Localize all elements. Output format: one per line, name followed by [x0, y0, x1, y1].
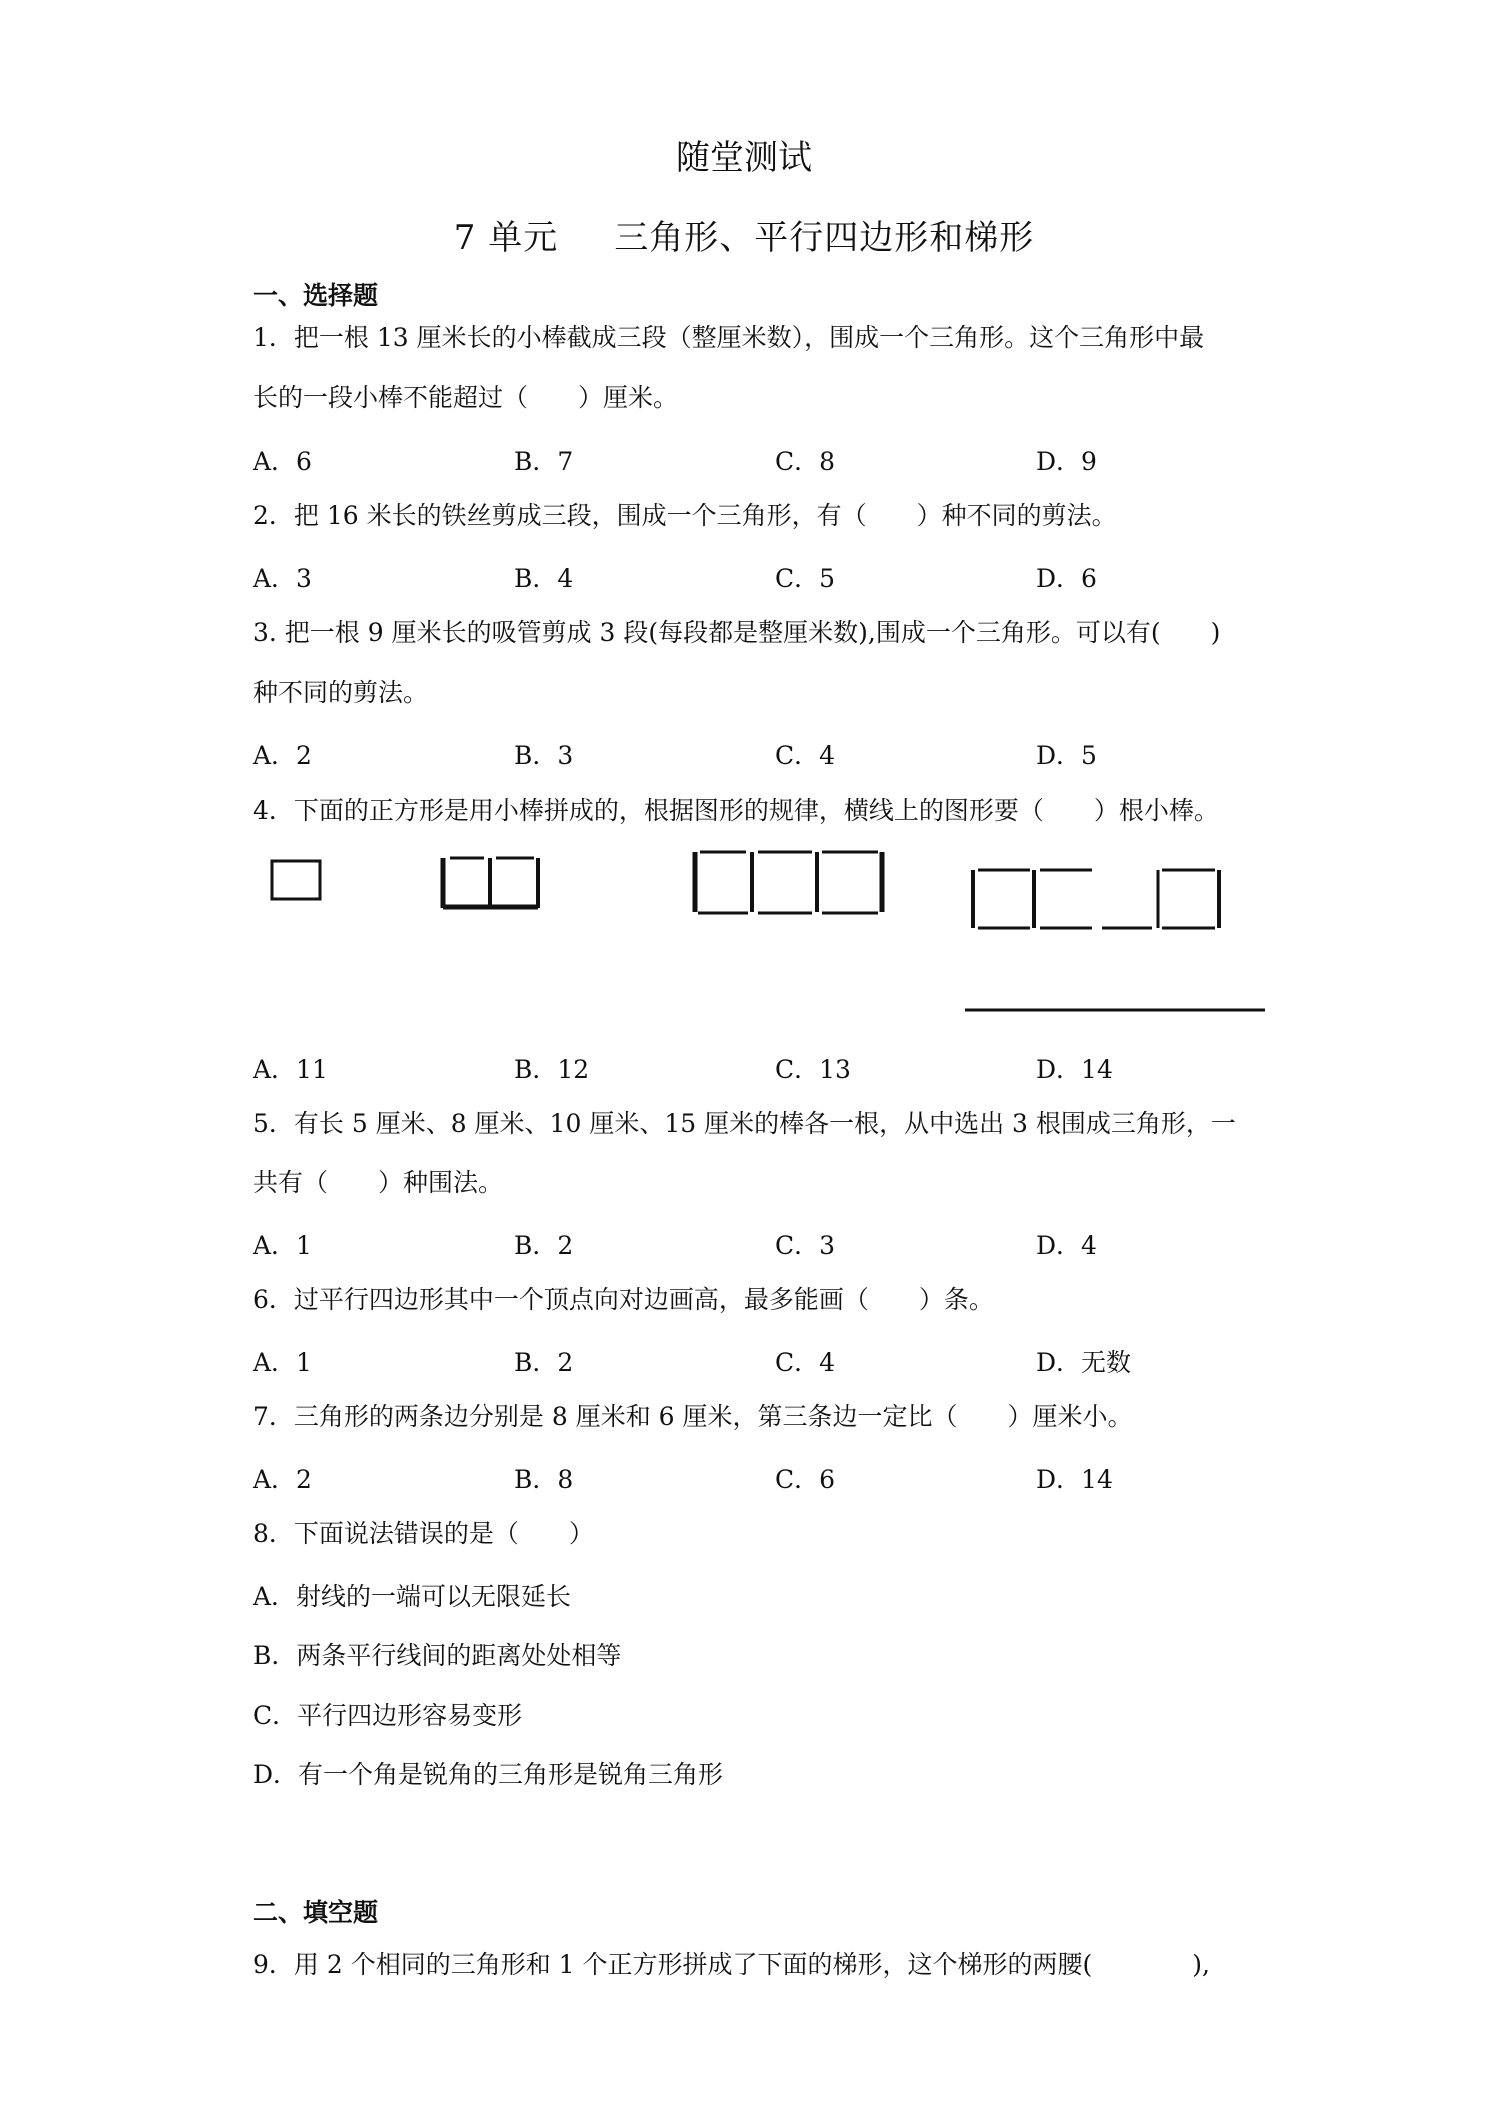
matchstick-squares-figure: [0, 840, 1488, 1020]
question-1-line-1: 1．把一根 13 厘米长的小棒截成三段（整厘米数），围成一个三角形。这个三角形中最: [253, 323, 1205, 352]
q7-option-d[interactable]: D．14: [1036, 1465, 1113, 1494]
question-3-line-1: 3. 把一根 9 厘米长的吸管剪成 3 段(每段都是整厘米数),围成一个三角形。可以有( ): [253, 618, 1221, 647]
unit-number: 7 单元: [453, 218, 559, 258]
q8-option-c[interactable]: C．平行四边形容易变形: [253, 1701, 523, 1730]
unit-heading: [0, 210, 1488, 259]
question-6-line-1: 6．过平行四边形其中一个顶点向对边画高，最多能画（ ）条。: [253, 1285, 994, 1314]
q6-option-c[interactable]: C．4: [775, 1348, 836, 1377]
q5-option-a[interactable]: A．1: [253, 1231, 312, 1260]
page-title: 随堂测试: [676, 138, 812, 178]
q1-option-d[interactable]: D．9: [1036, 447, 1097, 476]
q7-option-a[interactable]: A．2: [253, 1465, 312, 1494]
q4-option-c[interactable]: C．13: [775, 1055, 851, 1084]
q6-option-d[interactable]: D．无数: [1036, 1348, 1132, 1377]
question-8-line-1: 8．下面说法错误的是（ ）: [253, 1519, 594, 1548]
matchstick-group-3: [695, 852, 882, 913]
q5-option-c[interactable]: C．3: [775, 1231, 836, 1260]
q5-option-b[interactable]: B．2: [514, 1231, 574, 1260]
matchstick-group-4: [973, 870, 1219, 928]
question-4-line-1: 4．下面的正方形是用小棒拼成的，根据图形的规律，横线上的图形要（ ）根小棒。: [253, 796, 1219, 825]
question-5-line-2: 共有（ ）种围法。: [253, 1168, 504, 1197]
q7-option-b[interactable]: B．8: [514, 1465, 574, 1494]
question-3-line-2: 种不同的剪法。: [253, 678, 429, 707]
q6-option-a[interactable]: A．1: [253, 1348, 312, 1377]
q3-option-a[interactable]: A．2: [253, 741, 312, 770]
q5-option-d[interactable]: D．4: [1036, 1231, 1097, 1260]
question-5-line-1: 5．有长 5 厘米、8 厘米、10 厘米、15 厘米的棒各一根，从中选出 3 根围成三角形，一: [253, 1109, 1236, 1138]
q3-option-c[interactable]: C．4: [775, 741, 836, 770]
question-2-line-1: 2．把 16 米长的铁丝剪成三段，围成一个三角形，有（ ）种不同的剪法。: [253, 501, 1117, 530]
q2-option-a[interactable]: A．3: [253, 564, 312, 593]
q4-option-b[interactable]: B．12: [514, 1055, 590, 1084]
question-7-line-1: 7．三角形的两条边分别是 8 厘米和 6 厘米，第三条边一定比（ ）厘米小。: [253, 1402, 1133, 1431]
q4-option-a[interactable]: A．11: [253, 1055, 328, 1084]
q3-option-d[interactable]: D．5: [1036, 741, 1097, 770]
q8-option-a[interactable]: A．射线的一端可以无限延长: [253, 1582, 572, 1611]
q2-option-b[interactable]: B．4: [514, 564, 574, 593]
q1-option-b[interactable]: B．7: [514, 447, 574, 476]
unit-topic: 三角形、平行四边形和梯形: [614, 218, 1035, 258]
q2-option-c[interactable]: C．5: [775, 564, 836, 593]
q8-option-b[interactable]: B．两条平行线间的距离处处相等: [253, 1641, 622, 1670]
matchstick-group-1: [272, 861, 320, 899]
section-heading-choice: 一、选择题: [253, 281, 379, 310]
q8-option-d[interactable]: D．有一个角是锐角的三角形是锐角三角形: [253, 1760, 724, 1789]
q2-option-d[interactable]: D．6: [1036, 564, 1097, 593]
question-1-line-2: 长的一段小棒不能超过（ ）厘米。: [253, 383, 679, 412]
section-heading-fill: 二、填空题: [253, 1898, 379, 1927]
question-9-line-1: 9．用 2 个相同的三角形和 1 个正方形拼成了下面的梯形，这个梯形的两腰( ),: [253, 1950, 1210, 1979]
matchstick-group-2: [443, 858, 538, 908]
q3-option-b[interactable]: B．3: [514, 741, 574, 770]
q1-option-c[interactable]: C．8: [775, 447, 836, 476]
q6-option-b[interactable]: B．2: [514, 1348, 574, 1377]
q7-option-c[interactable]: C．6: [775, 1465, 836, 1494]
q4-option-d[interactable]: D．14: [1036, 1055, 1113, 1084]
q1-option-a[interactable]: A．6: [253, 447, 312, 476]
